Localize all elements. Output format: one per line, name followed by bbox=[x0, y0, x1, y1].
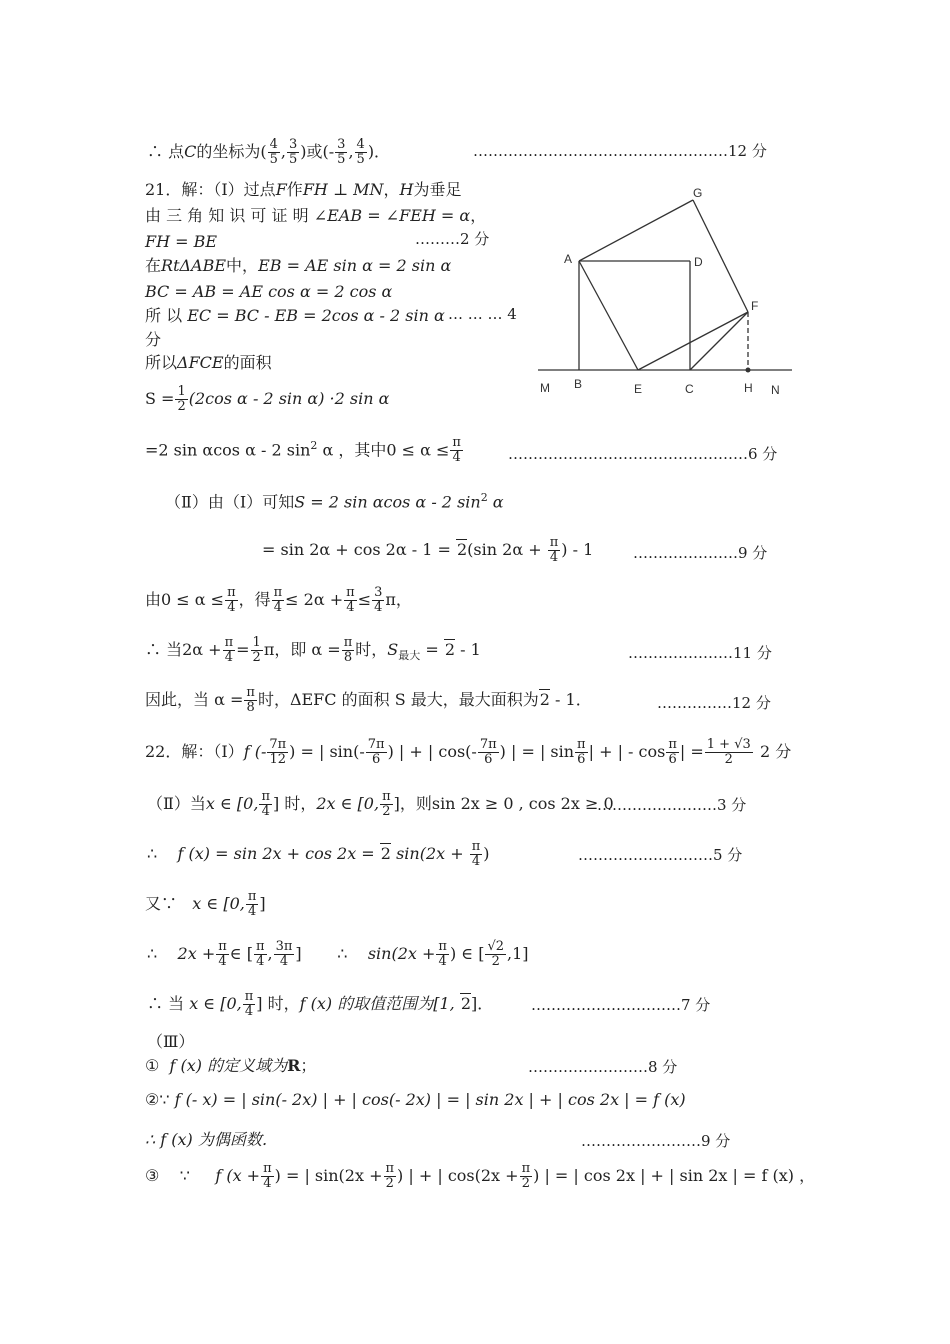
segment-cf bbox=[690, 312, 748, 370]
label-f: F bbox=[751, 299, 759, 313]
score-6: …………………………………………6 分 bbox=[508, 445, 778, 463]
p22-part1: 22．解：（Ⅰ）f (- $\frac{7\pi}{12}$ ) = | sin(- $\frac{7\pi}{6}$ ) | + | cos(- $\frac{7\pi}{6}$ ) | = | sin $\frac{\pi}{6}$ | + | - cos $\frac{\pi}{6}$ | = $\frac{1 + √3}{2}$ bbox=[145, 737, 751, 767]
label-d: D bbox=[694, 255, 703, 269]
p22-part2: （Ⅱ）当x ∈ [0, $\frac{\pi}{4}$ ] 时，2x ∈ [0, $\frac{\pi}{2}$ ]，则sin 2x ≥ 0 , cos 2x ≥ 0 bbox=[147, 789, 614, 819]
score-8: ……………………8 分 bbox=[528, 1058, 678, 1076]
p22-part3: （Ⅲ） bbox=[147, 1032, 195, 1051]
p21-range: 由0 ≤ α ≤ $\frac{\pi}{4}$ ，得 $\frac{\pi}{4}$ ≤ 2α + $\frac{\pi}{4}$ ≤ $\frac{3}{4}$ π， bbox=[145, 585, 412, 615]
coordinate-line: ∴ 点C的坐标为( $\frac{4}{5}$ , $\frac{3}{5}$ )或(- $\frac{3}{5}$ , $\frac{4}{5}$ )． bbox=[147, 137, 391, 167]
p22-fx: ∴ f (x) = sin 2x + cos 2x = 2 sin(2x + $\frac{\pi}{4}$ ) bbox=[147, 839, 490, 869]
p21-intro: 21．解：（Ⅰ）过点F作FH ⊥ MN，H为垂足 bbox=[145, 180, 462, 199]
p21-area-intro: 所以ΔFCE的面积 bbox=[145, 353, 272, 372]
p21-max: ∴ 当2α + $\frac{\pi}{4}$ = $\frac{1}{2}$ π，即 α = $\frac{\pi}{8}$ 时，$S_{最大} = 2 - 1$ bbox=[145, 635, 481, 665]
p22-even-conclusion: ∴ f (x) 为偶函数． bbox=[145, 1130, 278, 1149]
label-a: A bbox=[564, 252, 573, 266]
p22-range: ∴ 当 x ∈ [0, $\frac{\pi}{4}$ ] 时，f (x) 的取值范围为[1, 2]． bbox=[147, 989, 494, 1019]
p21-area-expanded: =2 sin αcos α - 2 $\sin^2 \alpha$ ，其中0 ≤ α ≤ $\frac{\pi}{4}$ bbox=[145, 435, 461, 466]
segment-ef bbox=[638, 312, 748, 370]
p21-area-formula: S = $\frac{1}{2}$ (2cos α - 2 sin α) ·2 sin α bbox=[145, 384, 390, 414]
geometry-figure bbox=[530, 180, 800, 410]
p21-bc: BC = AB = AE cos α = 2 cos α bbox=[145, 282, 393, 301]
score-7: …………………………7 分 bbox=[531, 996, 711, 1014]
score-12b: ……………12 分 bbox=[657, 694, 771, 712]
score-9: …………………9 分 bbox=[633, 544, 768, 562]
label-h: H bbox=[744, 381, 753, 395]
score-9b: ……………………9 分 bbox=[581, 1132, 731, 1150]
point-h bbox=[746, 368, 751, 373]
p21-part2: （Ⅱ）由（Ⅰ）可知S = 2 sin αcos α - 2 $\sin^2 \alpha$ bbox=[165, 491, 504, 512]
score-2: ………2 分 bbox=[415, 230, 490, 248]
p21-eb: 在RtΔABE中，EB = AE sin α = 2 sin α bbox=[145, 256, 452, 275]
label-e: E bbox=[634, 382, 643, 396]
p22-even: ②∵ f (- x) = | sin(- 2x) | + | cos(- 2x) | = | sin 2x | + | cos 2x | = f (x) bbox=[145, 1090, 686, 1109]
score-5: ………………………5 分 bbox=[578, 846, 743, 864]
score-11: …………………11 分 bbox=[628, 644, 772, 662]
score-4: … … … 4 bbox=[448, 305, 517, 323]
label-m: M bbox=[540, 381, 550, 395]
p21-part2-simplified: = sin 2α + cos 2α - 1 = 2(sin 2α + $\frac{\pi}{4}$ ) - 1 bbox=[262, 535, 594, 565]
score-3: ……………………3 分 bbox=[597, 796, 747, 814]
p22-interval: ∴ 2x + $\frac{\pi}{4}$ ∈ [ $\frac{\pi}{4}$ , $\frac{3\pi}{4}$ ] ∴ sin(2x + $\frac{\pi}{4}$ ) ∈ [ $\frac{√2}{2}$ ,1] bbox=[147, 939, 529, 969]
p21-conclusion: 因此，当 α = $\frac{\pi}{8}$ 时，ΔEFC 的面积 S 最大，最大面积为2 - 1． bbox=[145, 685, 592, 715]
p22-period: ③ ∵ f (x + $\frac{\pi}{4}$ ) = | sin(2x + $\frac{\pi}{2}$ ) | + | cos(2x + $\frac{\pi}{2}$ ) | = | cos 2x | + | sin 2x | = f (x) ， bbox=[145, 1161, 816, 1191]
segment-ag bbox=[579, 200, 693, 261]
label-c: C bbox=[685, 382, 694, 396]
score-12: ……………………………………………12 分 bbox=[473, 142, 767, 160]
label-g: G bbox=[693, 186, 703, 200]
p22-domain: ① f (x) 的定义域为R； bbox=[145, 1056, 317, 1075]
label-n: N bbox=[771, 383, 780, 397]
label-b: B bbox=[574, 377, 583, 391]
segment-ae bbox=[579, 261, 638, 370]
p21-proof: 由 三 角 知 识 可 证 明 ∠EAB = ∠FEH = α， bbox=[145, 206, 487, 225]
score-2b: 2 分 bbox=[760, 742, 792, 761]
p22-also: 又∵ x ∈ [0, $\frac{\pi}{4}$ ] bbox=[145, 889, 266, 919]
p21-fh-be: FH = BE bbox=[145, 232, 218, 251]
p21-fen: 分 bbox=[145, 330, 162, 349]
p21-ec: 所 以 EC = BC - EB = 2cos α - 2 sin α bbox=[145, 306, 445, 325]
